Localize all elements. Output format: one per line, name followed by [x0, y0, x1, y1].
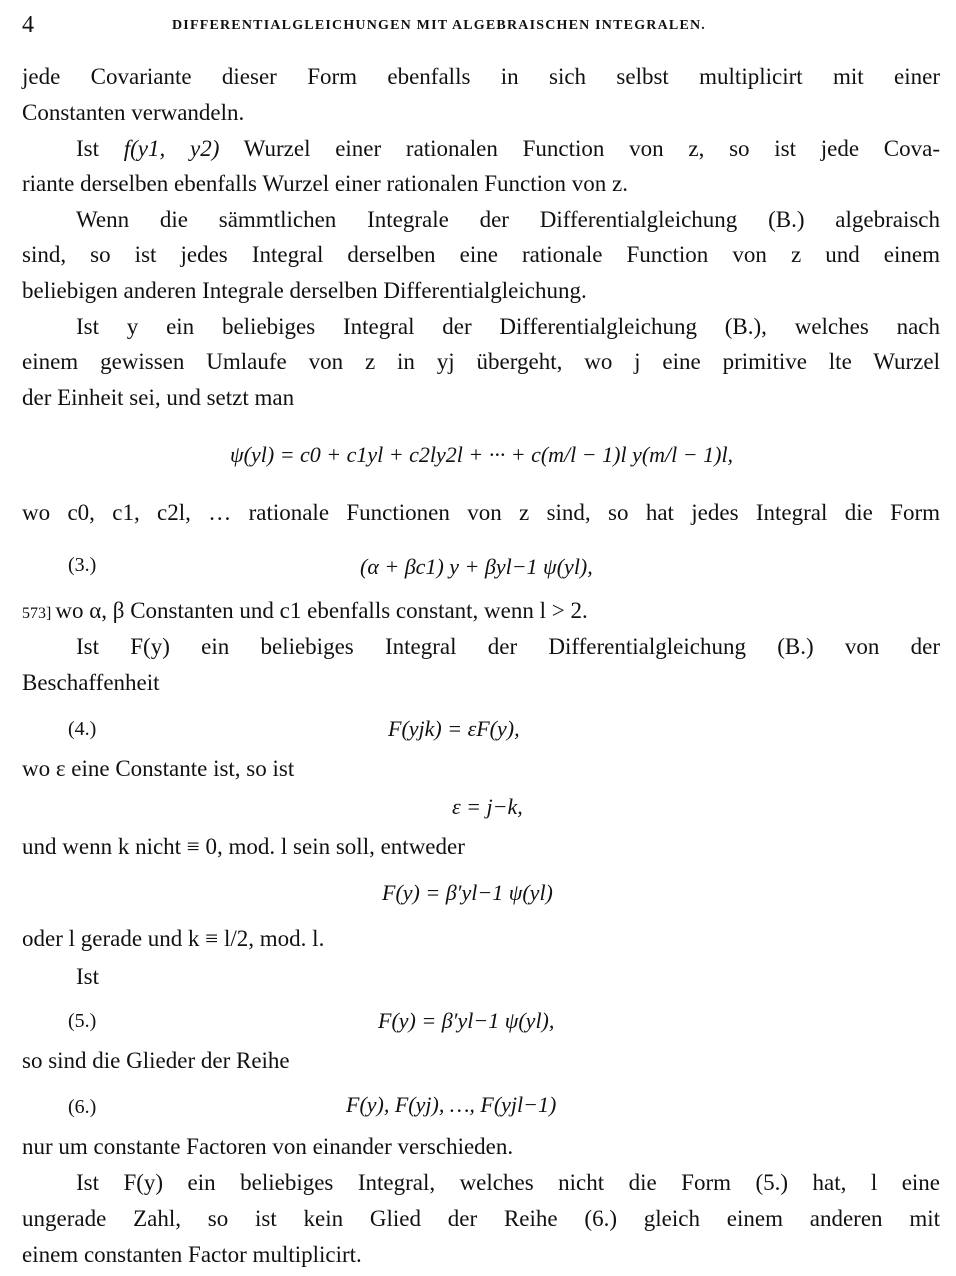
equation-number: (4.): [68, 718, 97, 740]
text-line: ungerade Zahl, so ist kein Glied der Reihe (6.) gleich einem anderen mit: [22, 1206, 940, 1231]
equation-3: (α + βc1) y + βyl−1 ψ(yl),: [360, 554, 593, 579]
text-line: oder l gerade und k ≡ l/2, mod. l.: [22, 926, 325, 951]
text-line: und wenn k nicht ≡ 0, mod. l sein soll, entweder: [22, 834, 465, 859]
equation-6: F(y), F(yj), …, F(yjl−1): [346, 1092, 557, 1117]
text-line: der Einheit sei, und setzt man: [22, 385, 295, 410]
equation-F: F(y) = β′yl−1 ψ(yl): [382, 880, 553, 905]
margin-page-number: 573]: [22, 605, 56, 622]
equation-5: F(y) = β′yl−1 ψ(yl),: [378, 1008, 555, 1033]
inline-formula: f(y1, y2): [123, 136, 220, 161]
text-line: riante derselben ebenfalls Wurzel einer rationalen Function von z.: [22, 171, 628, 196]
page-header: [22, 12, 940, 38]
text-line: wo ε eine Constante ist, so ist: [22, 756, 295, 781]
text-line: Ist: [76, 964, 99, 989]
equation-4: F(yjk) = εF(y),: [388, 716, 520, 741]
book-page: [22, 12, 940, 1267]
page-number: 4: [22, 12, 34, 38]
equation-psi: ψ(yl) = c0 + c1yl + c2ly2l + ··· + c(m/l − 1)l y(m/l − 1)l,: [230, 442, 734, 467]
text-line: Ist f(y1, y2) Wurzel einer rationalen Function von z, so ist jede Cova-: [76, 136, 940, 161]
text-line: jede Covariante dieser Form ebenfalls in sich selbst multiplicirt mit einer: [22, 64, 940, 89]
text-line: Wenn die sämmtlichen Integrale der Differentialgleichung (B.) algebraisch: [76, 207, 940, 232]
text-line: 573] wo α, β Constanten und c1 ebenfalls constant, wenn l > 2.: [22, 598, 588, 623]
text-line: so sind die Glieder der Reihe: [22, 1048, 290, 1073]
text-line: beliebigen anderen Integrale derselben Differentialgleichung.: [22, 278, 587, 303]
equation-number: (6.): [68, 1096, 97, 1118]
equation-number: (3.): [68, 554, 97, 576]
text-line: wo c0, c1, c2l, … rationale Functionen von z sind, so hat jedes Integral die Form: [22, 500, 940, 525]
text-line: einem gewissen Umlaufe von z in yj übergeht, wo j eine primitive lte Wurzel: [22, 349, 940, 374]
text-line: Constanten verwandeln.: [22, 100, 245, 125]
text-line: Ist F(y) ein beliebiges Integral der Differentialgleichung (B.) von der: [76, 634, 940, 659]
text-line: einem constanten Factor multiplicirt.: [22, 1242, 362, 1267]
text-line: Beschaffenheit: [22, 670, 160, 695]
equation-epsilon: ε = j−k,: [452, 794, 523, 819]
text-line: nur um constante Factoren von einander verschieden.: [22, 1134, 514, 1159]
running-title: DIFFERENTIALGLEICHUNGEN MIT ALGEBRAISCHEN INTEGRALEN.: [172, 18, 706, 33]
text-line: sind, so ist jedes Integral derselben eine rationale Function von z und einem: [22, 242, 940, 267]
text-line: Ist F(y) ein beliebiges Integral, welches nicht die Form (5.) hat, l eine: [76, 1170, 940, 1195]
equation-number: (5.): [68, 1010, 97, 1032]
text-line: Ist y ein beliebiges Integral der Differentialgleichung (B.), welches nach: [76, 314, 940, 339]
